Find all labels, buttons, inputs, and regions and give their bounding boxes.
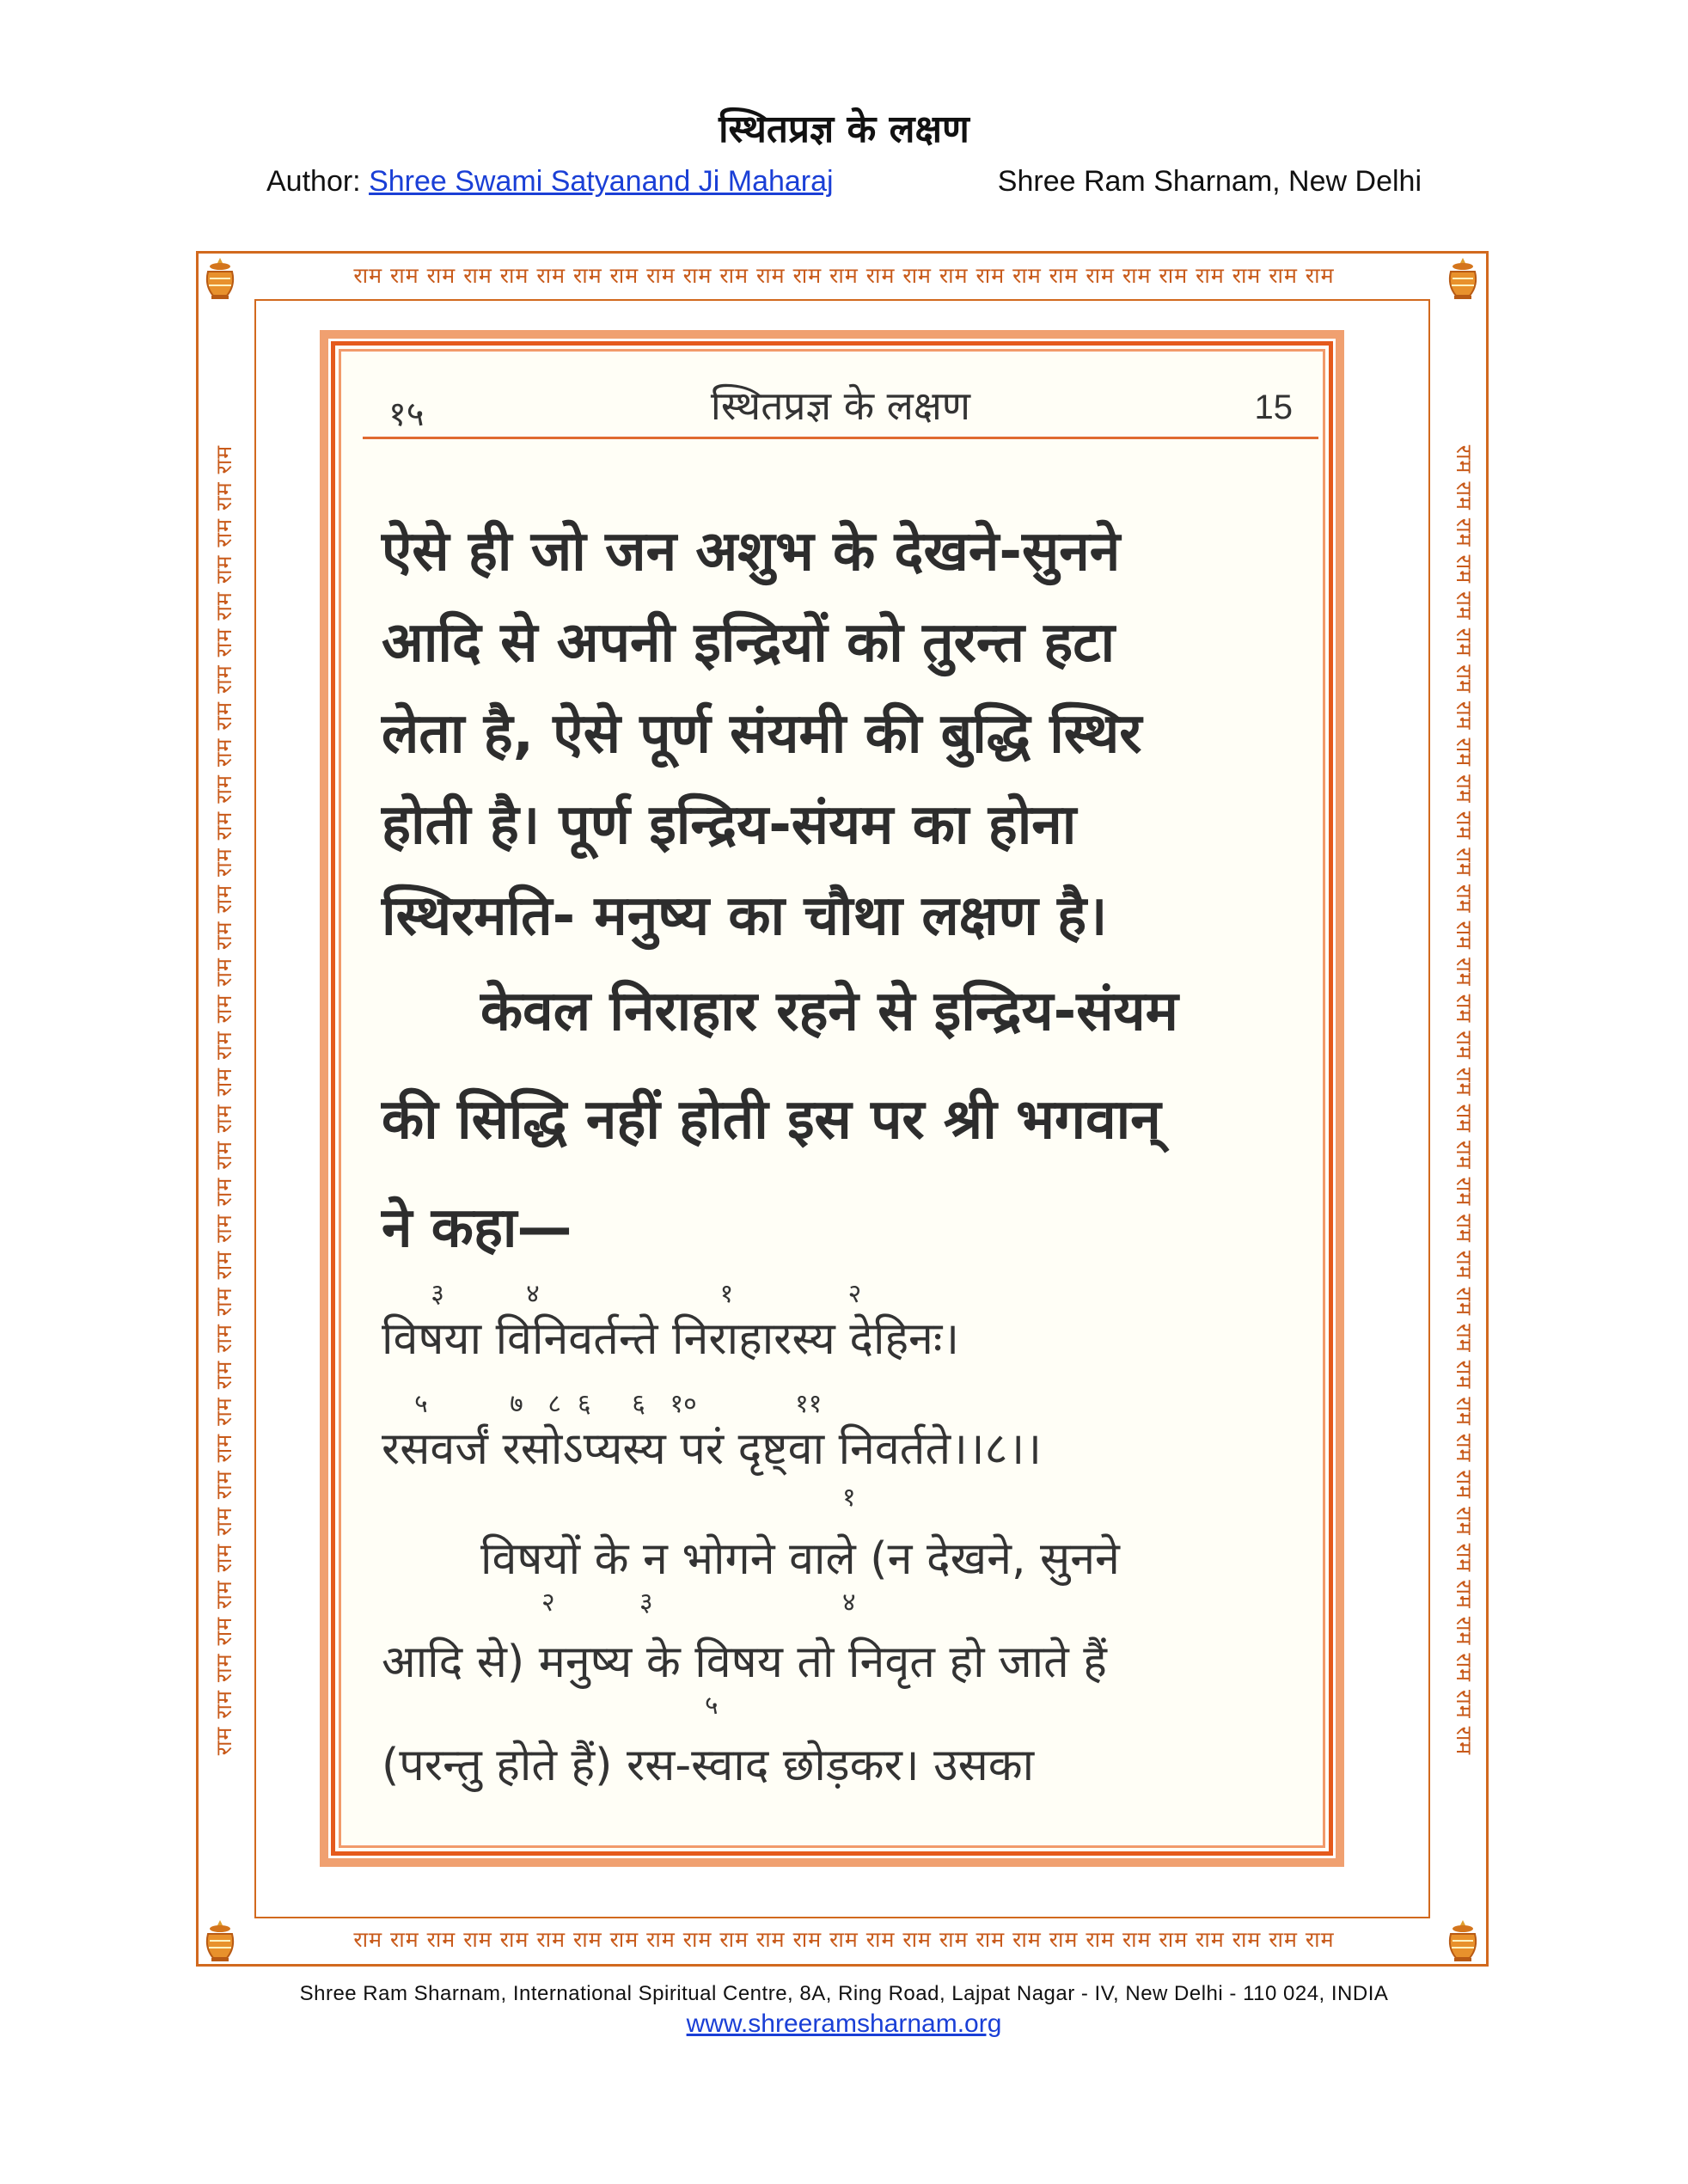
ram-border-left-text: राम राम राम राम राम राम राम राम राम राम राम राम राम राम राम राम राम राम राम राम राम राम राम राम राम राम राम राम राम राम राम राम राम राम राम राम xyxy=(211,444,236,1756)
kalash-icon xyxy=(201,256,239,301)
ram-border-right xyxy=(1442,327,1485,1874)
verse-text: विषया विनिवर्तन्ते निराहारस्य देहिनः। xyxy=(382,1313,960,1365)
text-line: केवल निराहार रहने से इन्द्रिय-संयम xyxy=(480,980,1178,1043)
paragraph-2 xyxy=(382,957,1301,1282)
document-title: स्थितप्रज्ञ के लक्षण xyxy=(719,107,969,151)
page-footer xyxy=(0,1982,1688,2039)
word-number-marker: २ xyxy=(541,1588,555,1618)
ram-border-left xyxy=(203,327,246,1874)
page-number-arabic: 15 xyxy=(1254,388,1293,426)
author-prefix: Author: xyxy=(266,165,370,198)
word-number-marker: १ xyxy=(842,1483,856,1513)
text-line: आदि से अपनी इन्द्रियों को तुरन्त हटा xyxy=(382,611,1116,675)
text-line: (परन्तु होते हैं) रस-स्वाद छोड़कर। उसका xyxy=(382,1740,1035,1791)
book-page-heading: स्थितप्रज्ञ के लक्षण xyxy=(710,382,971,429)
kalash-icon xyxy=(201,1918,239,1963)
text-line: स्थिरमति- मनुष्य का चौथा लक्षण है। xyxy=(382,884,1108,948)
text-line: की सिद्धि नहीं होती इस पर श्री भगवान् xyxy=(382,1088,1161,1152)
text-line: विषयों के न भोगने वाले (न देखने, सुनने xyxy=(480,1533,1120,1585)
book-page-header xyxy=(363,363,1318,439)
organization-name: Shree Ram Sharnam, New Delhi xyxy=(997,165,1422,198)
ram-border-right-text: राम राम राम राम राम राम राम राम राम राम राम राम राम राम राम राम राम राम राम राम राम राम राम राम राम राम राम राम राम राम राम राम राम राम राम राम xyxy=(1452,444,1477,1756)
translation-paragraph xyxy=(382,1508,1301,1817)
verse-text: रसवर्जं रसोऽप्यस्य परं दृष्ट्वा निवर्तते।।८।। xyxy=(382,1423,1042,1475)
website-link[interactable]: www.shreeramsharnam.org xyxy=(686,2010,1002,2038)
text-line: आदि से) मनुष्य के विषय तो निवृत हो जाते हैं xyxy=(382,1636,1107,1688)
text-line: लेता है, ऐसे पूर्ण संयमी की बुद्धि स्थिर xyxy=(382,702,1142,766)
footer-address: Shree Ram Sharnam, International Spiritual Centre, 8A, Ring Road, Lajpat Nagar - IV, New Delhi - 110 024, INDIA xyxy=(299,1982,1389,2005)
word-number-marker: ३ xyxy=(639,1588,653,1618)
verse-word-numbers: ५ ७ ८ ६ ६ १० ११ xyxy=(382,1389,823,1419)
text-line: ऐसे ही जो जन अशुभ के देखने-सुनने xyxy=(382,520,1121,584)
ram-border-top: राम राम राम राम राम राम राम राम राम राम राम राम राम राम राम राम राम राम राम राम राम राम राम राम राम राम राम xyxy=(353,263,1335,288)
page-number-devanagari: १५ xyxy=(388,395,425,434)
author-link[interactable]: Shree Swami Satyanand Ji Maharaj xyxy=(369,165,834,198)
paragraph-1 xyxy=(382,506,1301,962)
scanned-book-page xyxy=(320,330,1344,1867)
word-number-marker: ५ xyxy=(705,1691,719,1721)
verse-line-2 xyxy=(382,1389,1301,1477)
word-number-marker: ४ xyxy=(842,1588,856,1618)
author-line xyxy=(266,165,834,199)
text-line: ने कहा— xyxy=(382,1196,572,1260)
ram-border-bottom: राम राम राम राम राम राम राम राम राम राम राम राम राम राम राम राम राम राम राम राम राम राम राम राम राम राम राम xyxy=(353,1927,1335,1952)
kalash-icon xyxy=(1444,1918,1482,1963)
kalash-icon xyxy=(1444,256,1482,301)
text-line: होती है। पूर्ण इन्द्रिय-संयम का होना xyxy=(382,793,1077,857)
verse-word-numbers: ३ ४ १ २ xyxy=(382,1279,862,1309)
verse-line-1 xyxy=(382,1279,1301,1367)
